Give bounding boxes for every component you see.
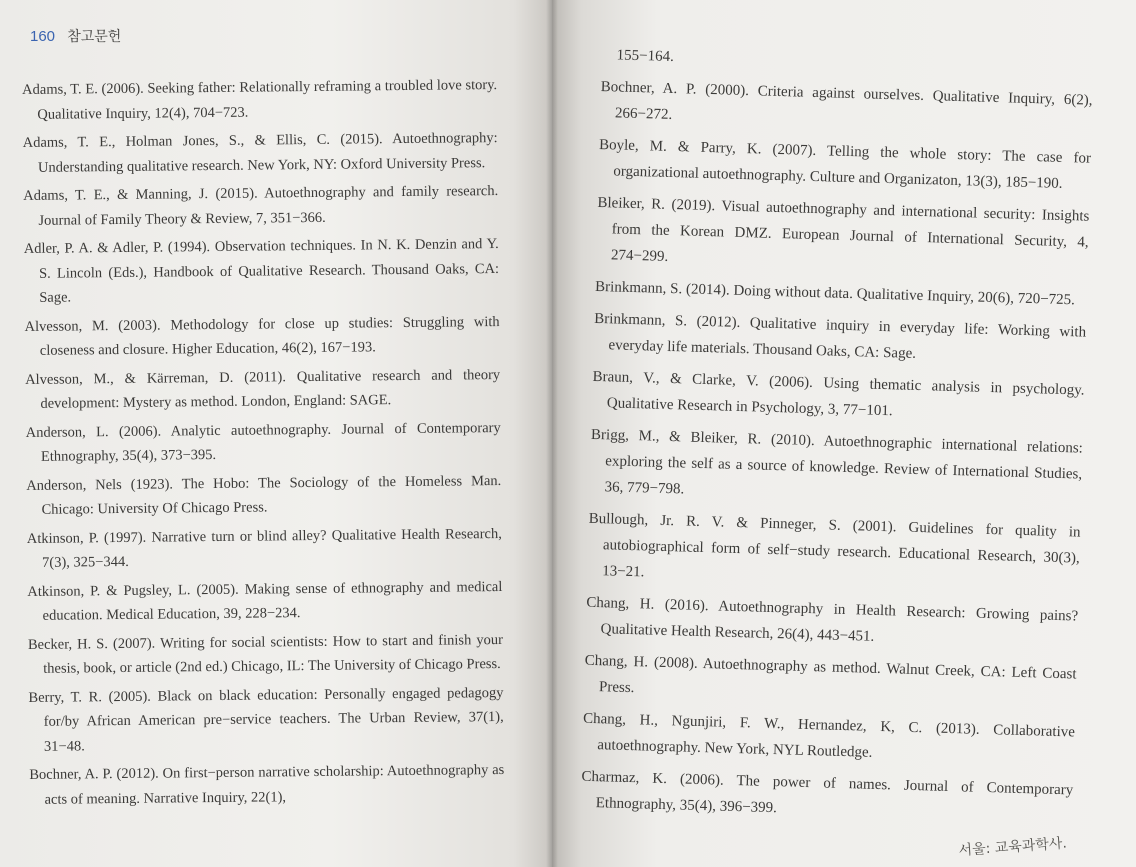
reference-continuation: 155−164. xyxy=(616,47,675,66)
reference-entry: Atkinson, P. (1997). Narrative turn or blind alley? Qualitative Health Research, 7(3), 325−344. xyxy=(26,525,502,571)
reference-list-left xyxy=(22,73,505,816)
book-spine-shadow xyxy=(546,0,558,867)
reference-entry: Braun, V., & Clarke, V. (2006). Using thematic analysis in psychology. Qualitative Research in Psychology, 3, 77−101. xyxy=(592,368,1085,420)
reference-entry: Brinkmann, S. (2014). Doing without data. Qualitative Inquiry, 20(6), 720−725. xyxy=(594,278,1076,309)
bleed-through-text: 서울: 교육과학사. xyxy=(958,835,1068,859)
reference-entry: Adams, T. E. (2006). Seeking father: Relationally reframing a troubled love story. Qualitative Inquiry, 12(4), 704−723. xyxy=(22,77,498,123)
page-number: 160 xyxy=(30,28,56,45)
reference-entry: Chang, H. (2016). Autoethnography in Health Research: Growing pains? Qualitative Health Research, 26(4), 443−451. xyxy=(586,594,1079,645)
reference-entry: Anderson, Nels (1923). The Hobo: The Sociology of the Homeless Man. Chicago: University Of Chicago Press. xyxy=(26,472,502,518)
reference-entry: Brinkmann, S. (2012). Qualitative inquiry in everyday life: Working with everyday life materials. Thousand Oaks, CA: Sage. xyxy=(594,310,1087,362)
reference-entry: Adler, P. A. & Adler, P. (1994). Observation techniques. In N. K. Denzin and Y. S. Lincoln (Eds.), Handbook of Qualitative Research. Thousand Oaks, CA: Sage. xyxy=(23,236,500,306)
reference-entry: Alvesson, M., & Kärreman, D. (2011). Qualitative research and theory development: Mystery as method. London, England: SAGE. xyxy=(25,366,501,412)
reference-entry: Bullough, Jr. R. V. & Pinneger, S. (2001). Guidelines for quality in autobiographical form of self−study research. Educational Research, 30(3), 13−21. xyxy=(588,510,1081,581)
reference-entry: Bochner, A. P. (2000). Criteria against ourselves. Qualitative Inquiry, 6(2), 266−272. xyxy=(600,78,1093,123)
reference-entry: Chang, H. (2008). Autoethnography as method. Walnut Creek, CA: Left Coast Press. xyxy=(584,652,1077,697)
reference-entry: Atkinson, P. & Pugsley, L. (2005). Making sense of ethnography and medical education. Medical Education, 39, 228−234. xyxy=(27,578,503,624)
reference-entry: Adams, T. E., Holman Jones, S., & Ellis, C. (2015). Autoethnography: Understanding qualitative research. New York, NY: Oxford University Press. xyxy=(22,130,498,176)
reference-entry: Adams, T. E., & Manning, J. (2015). Autoethnography and family research. Journal of Family Theory & Review, 7, 351−366. xyxy=(23,183,499,229)
reference-entry: Alvesson, M. (2003). Methodology for close up studies: Struggling with closeness and closure. Higher Education, 46(2), 167−193. xyxy=(24,313,500,359)
reference-entry: Anderson, L. (2006). Analytic autoethnography. Journal of Contemporary Ethnography, 35(4), 373−395. xyxy=(25,419,501,465)
left-page xyxy=(0,0,552,867)
reference-entry: Bochner, A. P. (2012). On first−person narrative scholarship: Autoethnography as acts of meaning. Narrative Inquiry, 22(1), xyxy=(29,761,505,808)
reference-entry: Becker, H. S. (2007). Writing for social scientists: How to start and finish your thesis, book, or article (2nd ed.) Chicago, IL: The University of Chicago Press. xyxy=(27,631,503,677)
running-head xyxy=(30,26,121,46)
reference-entry: Berry, T. R. (2005). Black on black education: Personally engaged pedagogy for/by African American pre−service teachers. The Urban Review, 37(1), 31−48. xyxy=(28,684,504,755)
reference-list-right xyxy=(580,42,1094,835)
reference-entry: Charmaz, K. (2006). The power of names. Journal of Contemporary Ethnography, 35(4), 396−399. xyxy=(581,768,1074,817)
chapter-title: 참고문헌 xyxy=(67,28,122,44)
reference-entry: Boyle, M. & Parry, K. (2007). Telling the whole story: The case for organizational autoethnography. Culture and Organizaton, 13(3), 185−190. xyxy=(598,136,1092,192)
reference-entry: Brigg, M., & Bleiker, R. (2010). Autoethnographic international relations: exploring the self as a source of knowledge. Review of International Studies, 36, 779−798. xyxy=(590,426,1084,498)
reference-entry: Bleiker, R. (2019). Visual autoethnography and international security: Insights from the Korean DMZ. European Journal of International Security, 4, 274−299. xyxy=(597,194,1090,265)
reference-entry: Chang, H., Ngunjiri, F. W., Hernandez, K, C. (2013). Collaborative autoethnography. New York, NYL Routledge. xyxy=(582,710,1076,761)
